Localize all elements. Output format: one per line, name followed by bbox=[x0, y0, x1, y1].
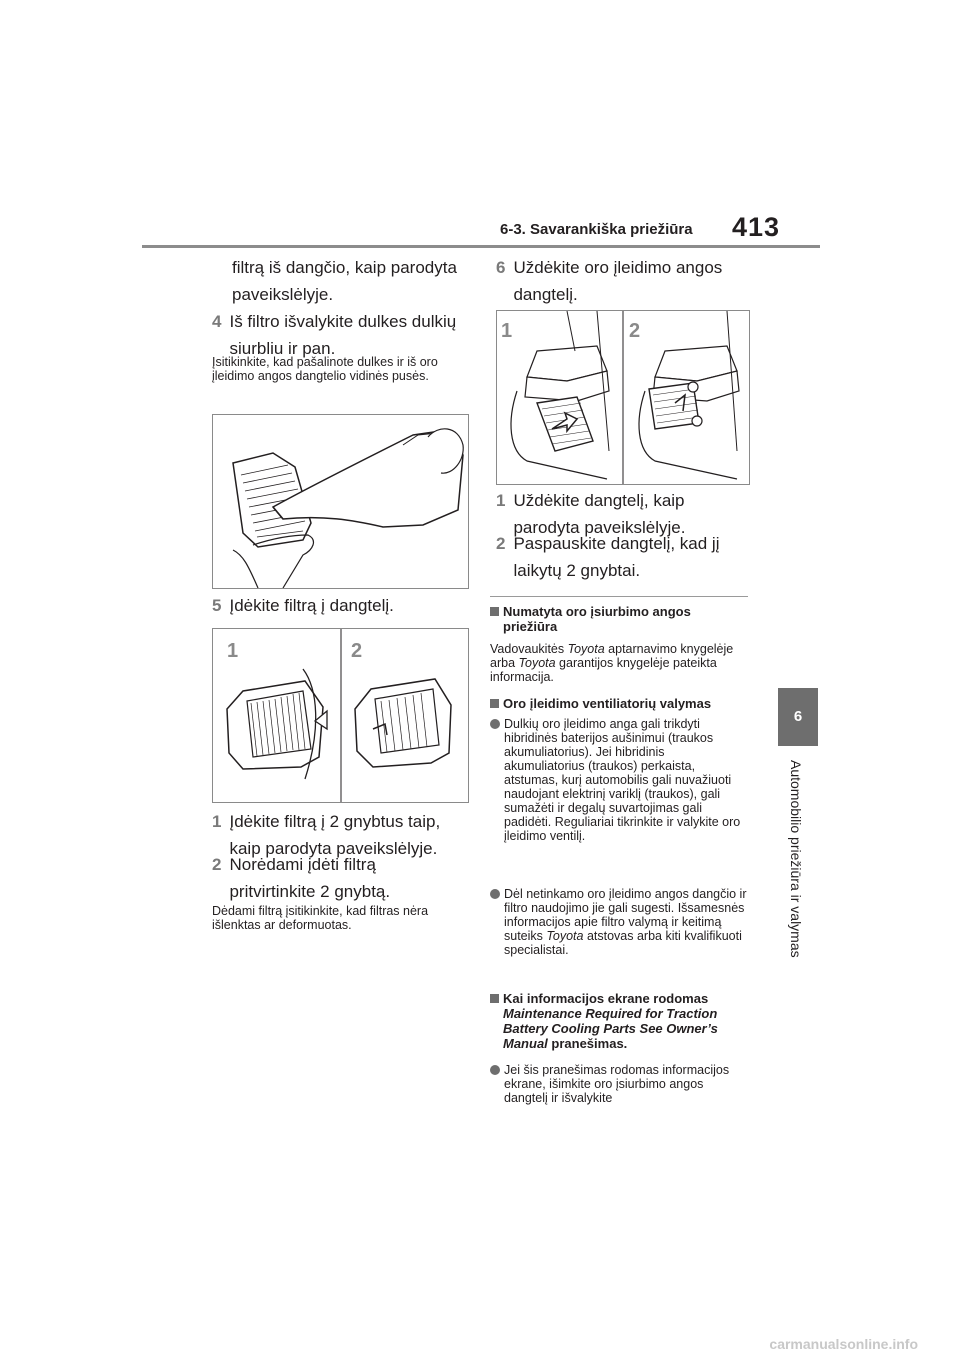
right-substep-1-text: Uždėkite dangtelį, kaip parodyta paveikslėlyje. bbox=[513, 491, 686, 537]
right-substep-2-number: 2 bbox=[496, 534, 506, 553]
right-substep-2-text: Paspauskite dangtelį, kad jį laikytų 2 gnybtai. bbox=[513, 534, 720, 580]
step-4-text: Iš filtro išvalykite dulkes dulkių siurbliu ir pan. bbox=[229, 312, 457, 358]
figure-install-cover bbox=[496, 310, 750, 485]
section-3-title-italic: Maintenance Required for Traction Battery Cooling Parts See Owner’s Manual bbox=[503, 1006, 718, 1051]
chapter-side-label-text: Automobilio priežiūra ir valymas bbox=[788, 760, 804, 958]
right-substep-2 bbox=[496, 530, 756, 584]
section-2-bullet-1 bbox=[490, 717, 748, 843]
right-substep-1-number: 1 bbox=[496, 491, 506, 510]
section-1-body bbox=[490, 642, 745, 684]
bullet-icon bbox=[490, 1065, 500, 1075]
step-4-number: 4 bbox=[212, 312, 222, 331]
section-3-title-a: Kai informacijos ekrane rodomas bbox=[503, 991, 709, 1006]
section-1-title bbox=[490, 604, 748, 634]
left-substep-2 bbox=[212, 851, 472, 905]
section-title: 6-3. Savarankiška priežiūra bbox=[500, 221, 693, 238]
vacuum-illustration bbox=[213, 415, 468, 588]
section-2-bullet-2-text-b: atstovas arba kiti kvalifikuoti specialistai. bbox=[504, 929, 742, 957]
fig3-label-1: 1 bbox=[501, 320, 513, 342]
fig2-label-2: 2 bbox=[351, 640, 363, 662]
section-2-bullet-2-text-a: Dėl netinkamo oro įleidimo angos dangčio ir filtro naudojimo jie gali sugesti. Išsamesnės informacijos apie filtro valymą ir keitimą suteiks bbox=[504, 887, 747, 943]
section-2-bullet-2-brand: Toyota bbox=[546, 929, 584, 943]
note-dust: Įsitikinkite, kad pašalinote dulkes ir iš oro įleidimo angos dangtelio vidinės pusės. bbox=[212, 355, 438, 383]
figure-vacuum-filter bbox=[212, 414, 469, 589]
chapter-side-label bbox=[788, 760, 808, 980]
step-5-number: 5 bbox=[212, 596, 222, 615]
section-1-text-a: Vadovaukitės bbox=[490, 642, 568, 656]
step-5-text: Įdėkite filtrą į dangtelį. bbox=[229, 596, 394, 615]
left-substep-2-number: 2 bbox=[212, 855, 222, 874]
section-3-title-text bbox=[503, 991, 748, 1051]
section-2-bullet-2-text bbox=[504, 887, 748, 957]
section-3-bullet-1-text: Jei šis pranešimas rodomas informacijos ekrane, išimkite oro įsiurbimo angos dangtelį ir išvalykite bbox=[504, 1063, 730, 1105]
section-divider bbox=[490, 596, 748, 597]
section-2-bullet-1-text: Dulkių oro įleidimo anga gali trikdyti hibridinės baterijos aušinimui (traukos akumuliatorius). Jei hibridinis akumuliatorius (traukos) perkaista, atstumas, kurį automobilis gali nuvažiuoti naudojant elektrinį variklį (traukos), gali sumažėti ir degalų suvartojimas gali padidėti. Reguliariai tikrinkite ir valykite oro įleidimo ventilį. bbox=[504, 717, 741, 843]
figure-insert-filter bbox=[212, 628, 469, 803]
section-1-text-b: aptarnavimo knygelėje arba bbox=[490, 642, 734, 670]
note-deform: Dėdami filtrą įsitikinkite, kad filtras nėra išlenktas ar deformuotas. bbox=[212, 904, 429, 932]
bullet-icon bbox=[490, 719, 500, 729]
left-substep-2-text: Norėdami įdėti filtrą pritvirtinkite 2 gnybtą. bbox=[229, 855, 391, 901]
step-4 bbox=[212, 308, 472, 362]
step-6-text: Uždėkite oro įleidimo angos dangtelį. bbox=[513, 258, 723, 304]
chapter-tab: 6 bbox=[778, 688, 818, 746]
section-2-title-text: Oro įleidimo ventiliatorių valymas bbox=[503, 696, 712, 711]
section-1-square-icon bbox=[490, 607, 499, 616]
section-1-text-c: garantijos knygelėje pateikta informacija. bbox=[490, 656, 717, 684]
page-number: 413 bbox=[732, 212, 781, 242]
section-2-square-icon bbox=[490, 699, 499, 708]
section-1-title-text: Numatyta oro įsiurbimo angos priežiūra bbox=[503, 604, 691, 634]
section-1-brand-a: Toyota bbox=[567, 642, 605, 656]
section-3-square-icon bbox=[490, 994, 499, 1003]
insert-filter-illustration bbox=[213, 629, 468, 802]
section-2-title bbox=[490, 697, 748, 711]
section-3-title bbox=[490, 991, 748, 1051]
left-substep-1-text: Įdėkite filtrą į 2 gnybtus taip, kaip parodyta paveikslėlyje. bbox=[229, 812, 441, 858]
install-cover-illustration bbox=[497, 311, 749, 484]
bullet-icon bbox=[490, 889, 500, 899]
step-5 bbox=[212, 592, 472, 619]
section-3-title-b: pranešimas. bbox=[547, 1036, 628, 1051]
header-rule bbox=[142, 245, 820, 248]
step-6 bbox=[496, 254, 756, 308]
watermark: carmanualsonline.info bbox=[769, 1336, 918, 1352]
fig2-label-1: 1 bbox=[227, 640, 239, 662]
step-6-number: 6 bbox=[496, 258, 506, 277]
section-2-bullet-2 bbox=[490, 887, 748, 957]
fig3-label-2: 2 bbox=[629, 320, 641, 342]
left-substep-1-number: 1 bbox=[212, 812, 222, 831]
section-1-brand-b: Toyota bbox=[518, 656, 556, 670]
section-3-bullet-1 bbox=[490, 1063, 748, 1105]
continued-text: filtrą iš dangčio, kaip parodyta paveikslėlyje. bbox=[232, 258, 457, 304]
